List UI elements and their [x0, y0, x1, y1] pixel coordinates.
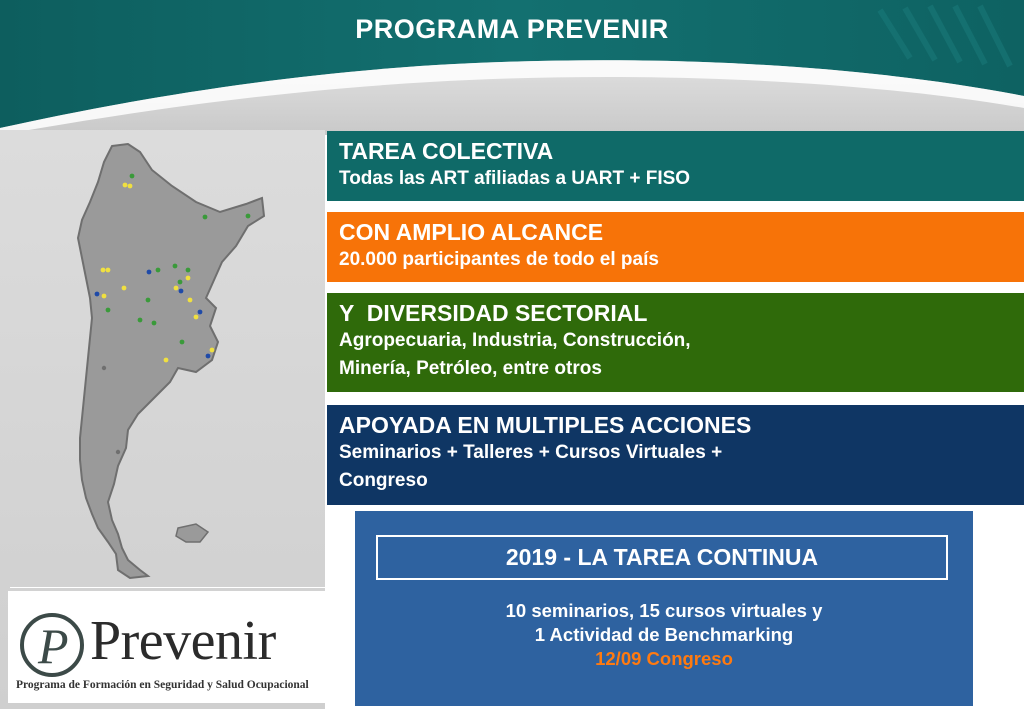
argentina-map-icon — [0, 130, 325, 588]
box-line: Congreso — [339, 470, 428, 491]
header-banner — [0, 0, 1024, 135]
svg-text:P: P — [38, 618, 69, 674]
box-line: 20.000 participantes de todo el país — [339, 249, 659, 270]
box-line: Minería, Petróleo, entre otros — [339, 358, 602, 379]
congreso-highlight: 12/09 Congreso — [595, 648, 733, 669]
tarea-continua-panel — [355, 511, 973, 706]
box-heading: Y DIVERSIDAD SECTORIAL — [339, 300, 648, 326]
logo-name: Prevenir — [90, 610, 276, 672]
box-line: Agropecuaria, Industria, Construcción, — [339, 330, 691, 351]
box-tarea-colectiva — [327, 131, 1024, 201]
page-title: PROGRAMA PREVENIR — [355, 14, 669, 44]
box-amplio-alcance — [327, 212, 1024, 282]
logo-subtitle: Programa de Formación en Seguridad y Salud Ocupacional — [16, 679, 309, 691]
box-line: Todas las ART afiliadas a UART + FISO — [339, 168, 691, 189]
detail-line: 1 Actividad de Benchmarking — [534, 624, 794, 645]
box-multiples-acciones — [327, 405, 1024, 505]
tarea-continua-title: 2019 - LA TAREA CONTINUA — [376, 535, 948, 580]
box-diversidad-sectorial — [327, 293, 1024, 392]
box-line: Seminarios + Talleres + Cursos Virtuales + — [339, 442, 723, 463]
detail-line: 10 seminarios, 15 cursos virtuales y — [505, 600, 823, 621]
box-heading: CON AMPLIO ALCANCE — [339, 219, 604, 245]
box-heading: TAREA COLECTIVA — [339, 138, 554, 164]
prevenir-logo — [8, 591, 326, 703]
tarea-continua-details — [355, 599, 973, 671]
box-heading: APOYADA EN MULTIPLES ACCIONES — [339, 412, 752, 438]
prevenir-p-logo-icon — [18, 611, 86, 679]
